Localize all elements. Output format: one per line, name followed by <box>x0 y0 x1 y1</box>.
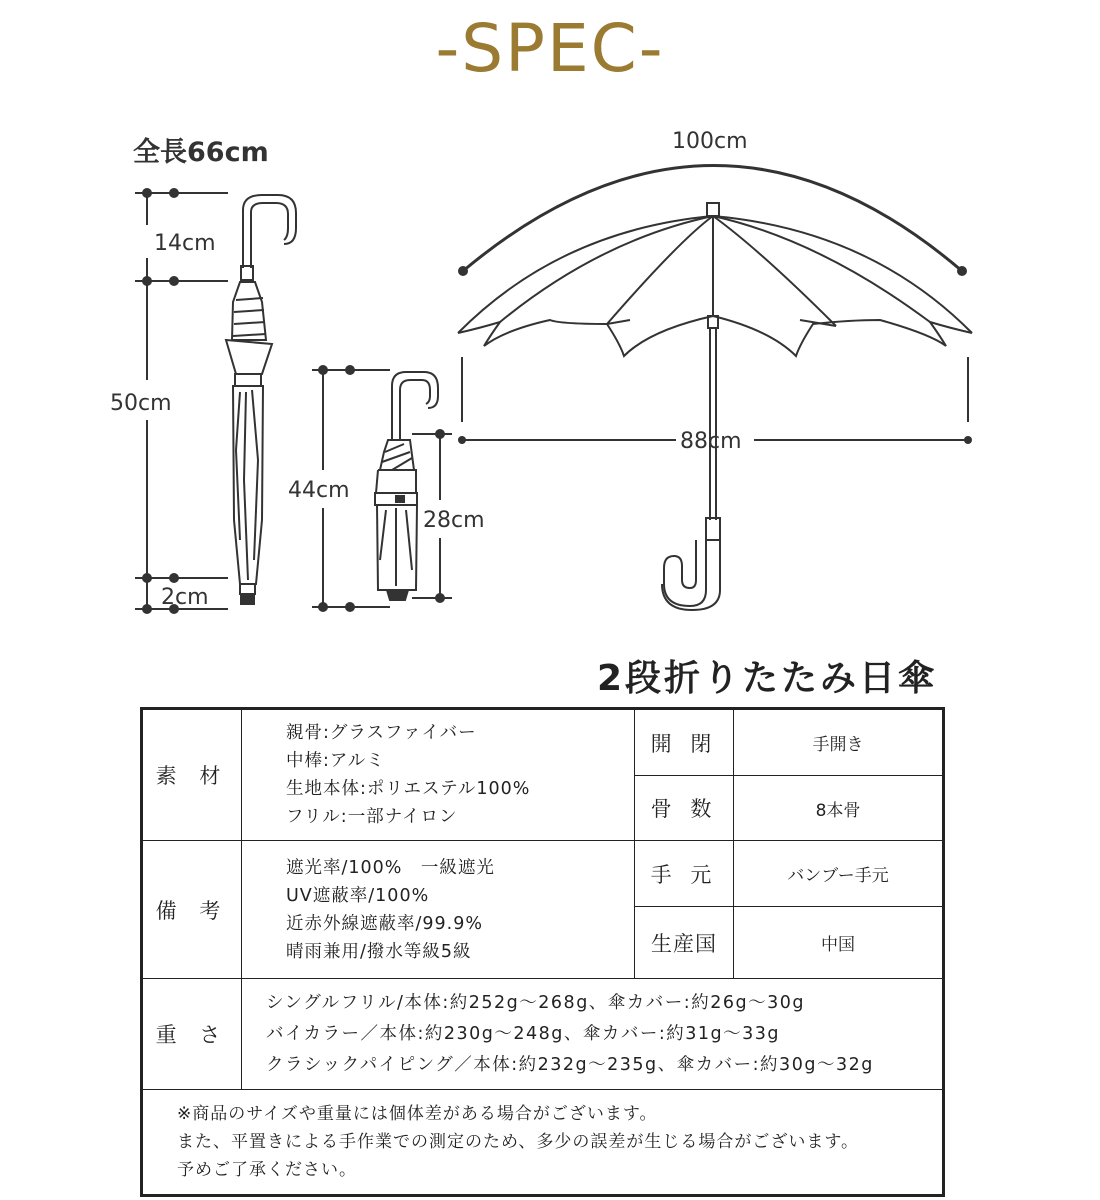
product-name: 2段折りたたみ日傘 <box>597 658 938 699</box>
material-values <box>242 709 635 841</box>
handle-header: 手 元 <box>635 841 734 907</box>
page-title: -SPEC- <box>435 10 665 87</box>
open-umbrella-icon <box>458 203 972 610</box>
weight-line: クラシックパイピング／本体:約232g〜235g、傘カバー:約30g〜32g <box>266 1054 874 1075</box>
closed-long-umbrella-icon <box>226 195 296 604</box>
material-line: 親骨:グラスファイバー <box>286 723 477 743</box>
opening-header: 開 閉 <box>635 709 734 776</box>
long-top-length: 14cm <box>154 231 216 256</box>
material-header: 素 材 <box>142 709 242 841</box>
ribs-header: 骨 数 <box>635 776 734 841</box>
ribs-value: 8本骨 <box>734 776 944 841</box>
spec-table <box>140 707 945 1197</box>
remarks-values <box>242 841 635 979</box>
folded-umbrella-icon <box>375 372 438 600</box>
origin-value: 中国 <box>734 907 944 979</box>
origin-header: 生産国 <box>635 907 734 979</box>
remarks-line: 晴雨兼用/撥水等級5級 <box>286 941 472 962</box>
material-line: 中棒:アルミ <box>286 751 385 771</box>
folded-total-length: 44cm <box>288 478 350 503</box>
remarks-line: UV遮蔽率/100% <box>286 885 430 906</box>
long-middle-length: 50cm <box>110 391 172 416</box>
weight-line: バイカラー／本体:約230g〜248g、傘カバー:約31g〜33g <box>266 1023 781 1044</box>
weight-line: シングルフリル/本体:約252g〜268g、傘カバー:約26g〜30g <box>266 992 805 1013</box>
opening-value: 手開き <box>734 709 944 776</box>
note-line: また、平置きによる手作業での測定のため、多少の誤差が生じる場合がございます。 <box>177 1132 859 1152</box>
long-bottom-length: 2cm <box>161 585 209 610</box>
note-line: ※商品のサイズや重量には個体差がある場合がございます。 <box>177 1104 658 1124</box>
remarks-line: 遮光率/100% 一級遮光 <box>286 857 495 878</box>
open-arc-length: 100cm <box>672 129 748 154</box>
notes <box>142 1090 944 1196</box>
remarks-header: 備 考 <box>142 841 242 979</box>
handle-value: バンブー手元 <box>734 841 944 907</box>
material-line: 生地本体:ポリエステル100% <box>286 779 531 799</box>
total-length-label: 全長66cm <box>133 137 269 168</box>
weight-header: 重 さ <box>142 979 242 1090</box>
remarks-line: 近赤外線遮蔽率/99.9% <box>286 913 483 934</box>
open-width-length: 88cm <box>680 429 742 454</box>
note-line: 予めご了承ください。 <box>177 1160 357 1180</box>
folded-canopy-length: 28cm <box>423 508 485 533</box>
weight-values <box>242 979 944 1090</box>
material-line: フリル:一部ナイロン <box>286 807 458 827</box>
